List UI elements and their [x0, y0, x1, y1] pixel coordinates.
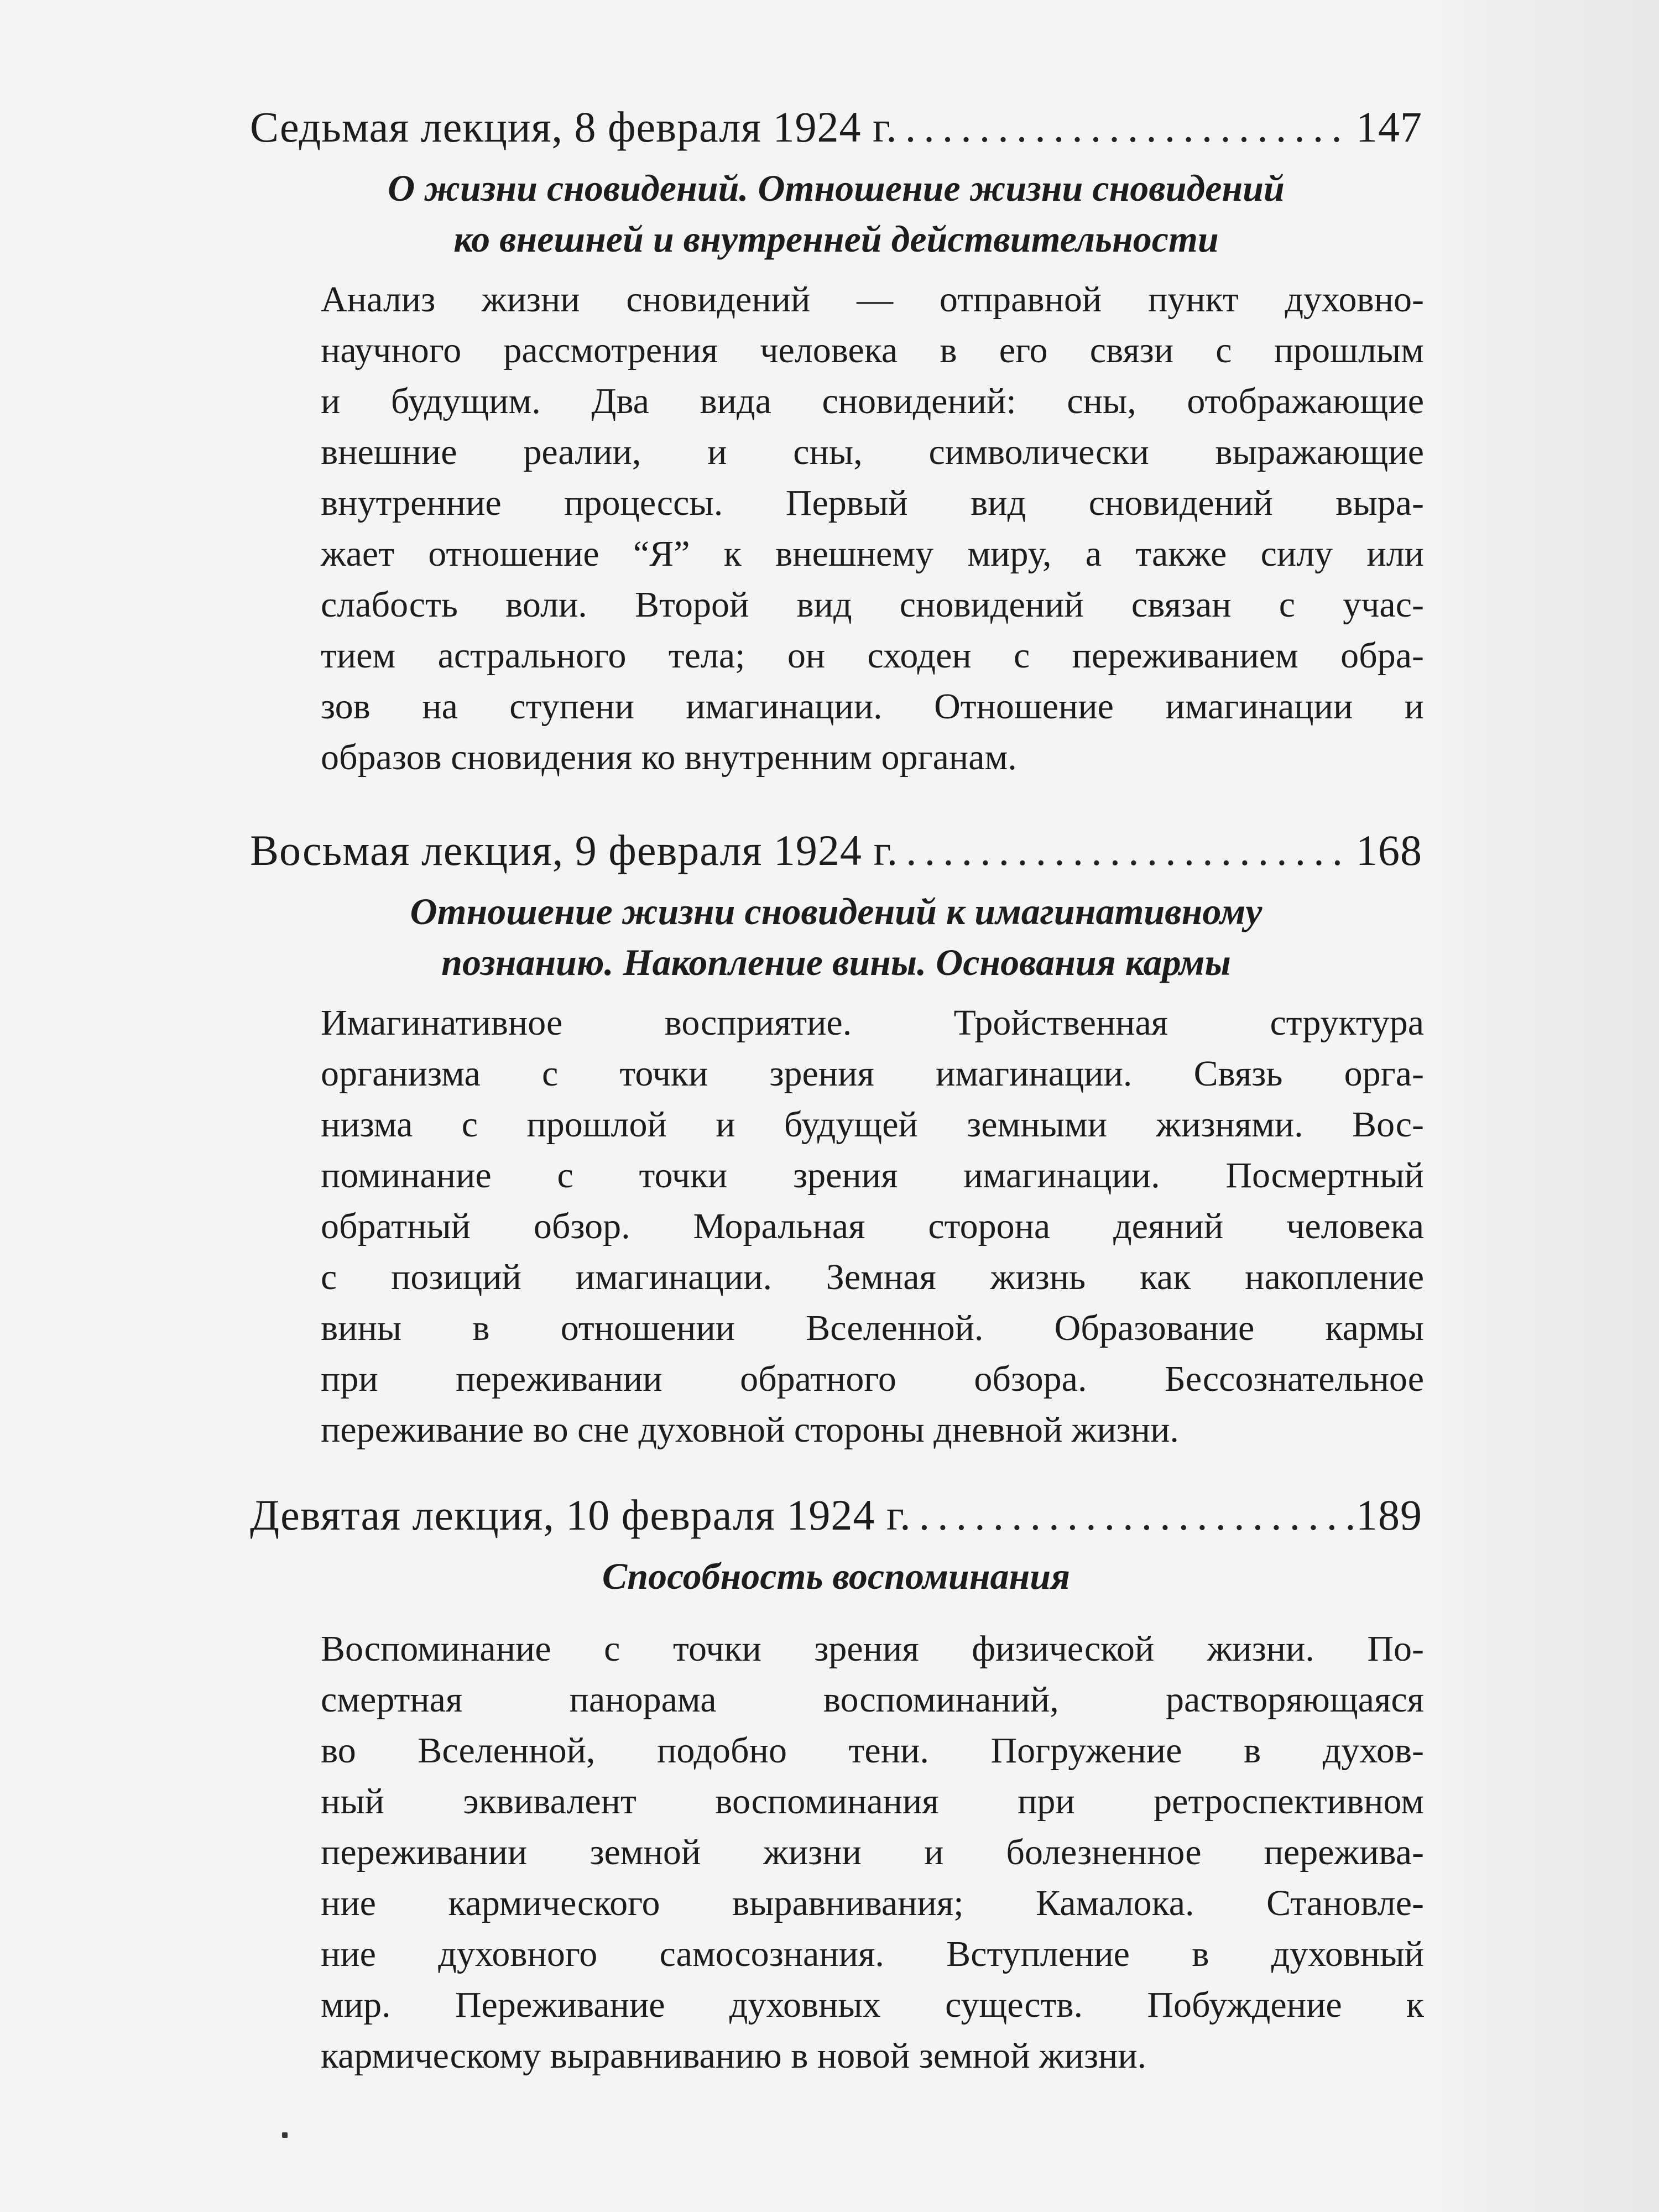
subtitle-line: О жизни сновидений. Отношение жизни сновидений: [388, 167, 1285, 209]
summary-line: внешние реалии, и сны, символически выражающие: [321, 432, 1424, 472]
summary-line: жает отношение “Я” к внешнему миру, а также силу или: [321, 534, 1424, 574]
summary-line: во Вселенной, подобно тени. Погружение в духов-: [321, 1730, 1424, 1771]
summary-line: тием астрального тела; он сходен с переживанием обра-: [321, 635, 1424, 676]
summary-line: переживание во сне духовной стороны дневной жизни.: [321, 1410, 1179, 1450]
summary-line: слабость воли. Второй вид сновидений связан с учас-: [321, 585, 1424, 625]
page-number: 168: [1356, 826, 1422, 874]
dot-leader: [919, 1488, 1353, 1543]
subtitle-line: познанию. Накопление вины. Основания кармы: [441, 941, 1231, 983]
toc-entry-lecture-7: [250, 100, 1422, 783]
summary-line: зов на ступени имагинации. Отношение имагинации и: [321, 686, 1424, 727]
summary-line: Воспоминание с точки зрения физической жизни. По-: [321, 1629, 1424, 1669]
dot-leader: [905, 100, 1353, 155]
summary-line: поминание с точки зрения имагинации. Посмертный: [321, 1155, 1424, 1196]
subtitle-line: Способность воспоминания: [602, 1555, 1071, 1597]
lecture-summary: [321, 1624, 1424, 2081]
summary-line: научного рассмотрения человека в его связи с прошлым: [321, 330, 1424, 371]
lecture-subtitle: [250, 886, 1422, 988]
summary-line: низма с прошлой и будущей земными жизнями. Вос-: [321, 1104, 1424, 1145]
lecture-summary: [321, 998, 1424, 1455]
page-number: 189: [1356, 1491, 1422, 1539]
subtitle-line: Отношение жизни сновидений к имагинативному: [410, 890, 1262, 932]
summary-line: переживании земной жизни и болезненное пережива-: [321, 1832, 1424, 1872]
lecture-title: Девятая лекция, 10 февраля 1924 г.: [250, 1491, 911, 1539]
summary-line: ние духовного самосознания. Вступление в духовный: [321, 1934, 1424, 1974]
toc-entry-lecture-9: [250, 1488, 1422, 2081]
toc-heading: [250, 100, 1422, 155]
page-number: 147: [1356, 103, 1422, 151]
lecture-title: Седьмая лекция, 8 февраля 1924 г.: [250, 103, 898, 151]
toc-heading: [250, 823, 1422, 878]
summary-line: обратный обзор. Моральная сторона деяний человека: [321, 1206, 1424, 1246]
summary-line: вины в отношении Вселенной. Образование кармы: [321, 1308, 1424, 1348]
subtitle-line: ко внешней и внутренней действительности: [453, 218, 1219, 260]
summary-line: образов сновидения ко внутренним органам.: [321, 737, 1017, 778]
toc-heading: [250, 1488, 1422, 1543]
summary-line: Анализ жизни сновидений — отправной пункт духовно-: [321, 279, 1424, 320]
summary-line: ный эквивалент воспоминания при ретроспективном: [321, 1781, 1424, 1822]
summary-line: Имагинативное восприятие. Тройственная структура: [321, 1003, 1424, 1043]
dot-leader: [906, 823, 1353, 878]
summary-line: кармическому выравниванию в новой земной жизни.: [321, 2036, 1147, 2076]
summary-line: смертная панорама воспоминаний, растворяющаяся: [321, 1679, 1424, 1720]
summary-line: и будущим. Два вида сновидений: сны, отображающие: [321, 381, 1424, 421]
summary-line: с позиций имагинации. Земная жизнь как накопление: [321, 1257, 1424, 1297]
lecture-summary: [321, 274, 1424, 783]
summary-line: при переживании обратного обзора. Бессознательное: [321, 1359, 1424, 1399]
summary-line: организма с точки зрения имагинации. Связь орга-: [321, 1053, 1424, 1094]
lecture-subtitle: [250, 1551, 1422, 1601]
lecture-title: Восьмая лекция, 9 февраля 1924 г.: [250, 826, 899, 874]
toc-entry-lecture-8: [250, 823, 1422, 1455]
summary-line: ние кармического выравнивания; Камалока. Становле-: [321, 1883, 1424, 1923]
summary-line: внутренние процессы. Первый вид сновидений выра-: [321, 483, 1424, 523]
print-mark: [282, 2132, 288, 2138]
summary-line: мир. Переживание духовных существ. Побуждение к: [321, 1985, 1424, 2025]
lecture-subtitle: [250, 163, 1422, 264]
